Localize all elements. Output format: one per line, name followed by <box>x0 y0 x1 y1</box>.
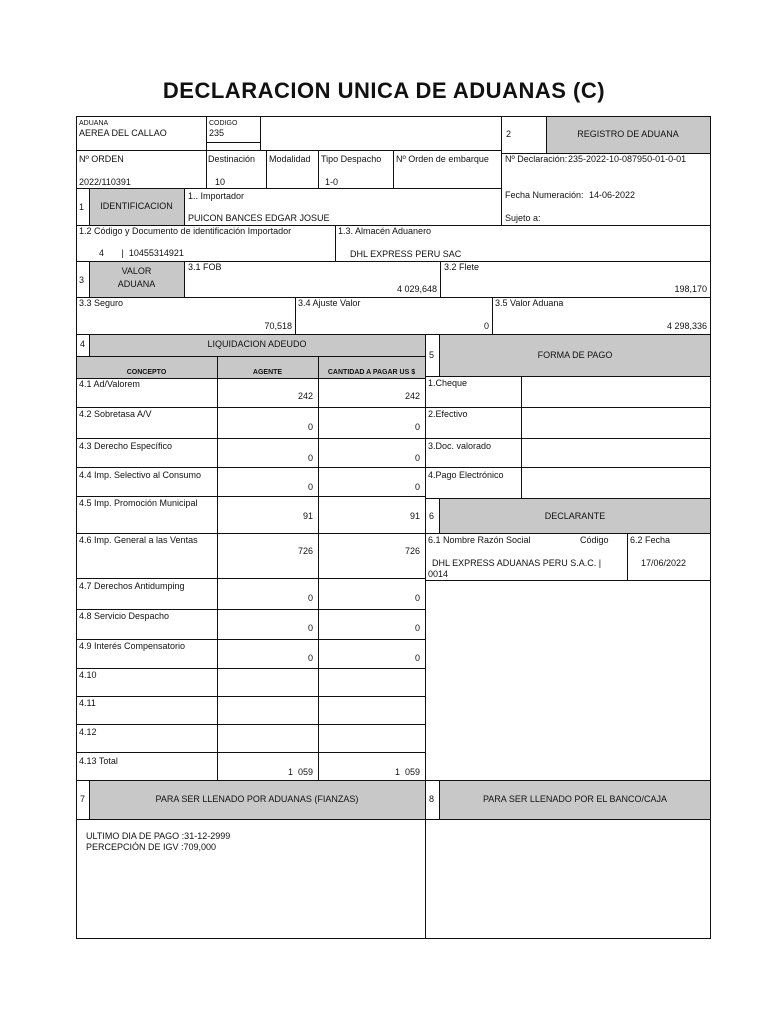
liq-line-752 <box>76 752 425 753</box>
fp-line-438 <box>425 438 710 439</box>
declarante-fecha-value: 17/06/2022 <box>641 558 687 568</box>
line-819 <box>76 819 711 820</box>
row-5-agente: 91 <box>302 511 313 521</box>
row-4-agente: 0 <box>307 482 313 492</box>
tipo-despacho-label: Tipo Despacho <box>321 154 382 164</box>
fob-label: 3.1 FOB <box>188 262 222 272</box>
codigo-value: 235 <box>209 128 225 138</box>
valor-aduana-value: 4 298,336 <box>666 321 707 331</box>
fecha-numeracion-label: Fecha Numeración: <box>505 190 584 200</box>
liquidacion-number: 4 <box>80 339 86 349</box>
liq-line-496 <box>76 496 425 497</box>
row-8-cantidad: 0 <box>414 623 420 633</box>
forma-pago-cheque: 1.Cheque <box>428 378 468 388</box>
frame-right <box>710 116 711 939</box>
row-8-agente: 0 <box>307 623 313 633</box>
almacen-divider <box>335 225 336 262</box>
almacen-label: 1.3. Almacén Aduanero <box>338 226 432 236</box>
destinacion-value: 10 <box>215 177 226 187</box>
declaracion-value: 235-2022-10-087950-01-0-01 <box>568 154 687 164</box>
row-9-cantidad: 0 <box>414 653 420 663</box>
aduanas-box-number: 7 <box>80 794 86 804</box>
seguro-label: 3.3 Seguro <box>79 298 124 308</box>
line-376 <box>425 376 710 377</box>
row-3-agente: 0 <box>307 453 313 463</box>
liq-line-438 <box>76 438 425 439</box>
row-1-agente: 242 <box>297 391 313 401</box>
box2-number: 2 <box>506 129 512 139</box>
banco-box-label: PARA SER LLENADO POR EL BANCO/CAJA <box>482 794 668 804</box>
registro-label: REGISTRO DE ADUANA <box>577 129 679 139</box>
valor-aduana-label: 3.5 Valor Aduana <box>495 298 564 308</box>
orden-div-2 <box>266 150 267 188</box>
valor-number: 3 <box>79 275 85 285</box>
line-297 <box>76 297 711 298</box>
frame-bottom <box>76 938 711 939</box>
liq-line-533 <box>76 533 425 534</box>
frame-left <box>76 116 77 939</box>
row-1-concepto: 4.1 Ad/Valorem <box>79 379 140 389</box>
codigo-box-left <box>206 116 207 150</box>
orden-div-3 <box>318 150 319 188</box>
decl-fecha-divider <box>627 533 628 580</box>
row-6-cantidad: 726 <box>404 546 420 556</box>
liq-line-467 <box>76 467 425 468</box>
row-7-concepto: 4.7 Derechos Antidumping <box>79 581 185 591</box>
col-concepto-header: CONCEPTO <box>126 369 167 376</box>
percepcion-igv: PERCEPCIÓN DE IGV :709,000 <box>86 842 217 852</box>
almacen-value: DHL EXPRESS PERU SAC <box>350 249 462 259</box>
flete-value: 198,170 <box>674 284 707 294</box>
importador-label: 1.. Importador <box>188 191 245 201</box>
liq-line-407 <box>76 407 425 408</box>
liq-line-609 <box>76 609 425 610</box>
liq-col-2-divider <box>318 356 319 780</box>
codigo-doc-label: 1.2 Código y Documento de identificación Importador <box>79 226 292 236</box>
declarante-fecha-label: 6.2 Fecha <box>630 535 671 545</box>
ajuste-label: 3.4 Ajuste Valor <box>298 298 361 308</box>
ultimo-dia-pago: ULTIMO DIA DE PAGO :31-12-2999 <box>86 831 231 841</box>
row-6-concepto: 4.6 Imp. General a las Ventas <box>79 535 198 545</box>
liquidacion-label: LIQUIDACION ADEUDO <box>207 339 307 349</box>
row-9-concepto: 4.9 Interés Compensatorio <box>79 641 186 651</box>
orden-value: 2022/110391 <box>79 177 131 187</box>
fecha-numeracion-value: 14-06-2022 <box>589 190 636 200</box>
ajuste-value: 0 <box>483 321 489 331</box>
line-188 <box>76 188 501 189</box>
col-agente-header: AGENTE <box>252 369 283 376</box>
decl-line-533 <box>425 533 710 534</box>
row-13-concepto: 4.13 Total <box>79 756 118 766</box>
liq-line-724 <box>76 724 425 725</box>
declarante-codigo-label: Código <box>580 535 609 545</box>
row-5-concepto: 4.5 Imp. Promoción Municipal <box>79 498 198 508</box>
liq-col-1-divider <box>217 356 218 780</box>
forma-pago-doc-valorado: 3.Doc. valorado <box>428 441 492 451</box>
razon-social-label: 6.1 Nombre Razón Social <box>428 535 531 545</box>
forma-pago-number: 5 <box>429 350 435 360</box>
codigo-doc-value: 4 | 10455314921 <box>99 248 184 258</box>
modalidad-label: Modalidad <box>269 154 311 164</box>
line-356 <box>76 356 425 357</box>
orden-div-4 <box>393 150 394 188</box>
middle-divider <box>425 334 426 939</box>
orden-label: Nº ORDEN <box>79 154 124 164</box>
right-col-divider <box>501 116 502 226</box>
row-12-concepto: 4.12 <box>79 727 97 737</box>
row-3-cantidad: 0 <box>414 453 420 463</box>
liq-line-696 <box>76 696 425 697</box>
row-13-agente: 1 059 <box>287 767 313 777</box>
forma-pago-label: FORMA DE PAGO <box>537 350 613 360</box>
row-1-cantidad: 242 <box>404 391 420 401</box>
row-4-cantidad: 0 <box>414 482 420 492</box>
declarante-number: 6 <box>429 511 435 521</box>
col-cantidad-header: CANTIDAD A PAGAR US $ <box>327 369 416 376</box>
fp-line-498 <box>425 498 710 499</box>
destinacion-label: Destinación <box>208 154 256 164</box>
fp-line-407 <box>425 407 710 408</box>
flete-divider <box>440 261 441 297</box>
row-6-agente: 726 <box>297 546 313 556</box>
declaracion-label: Nº Declaración: <box>505 154 568 164</box>
razon-social-code: 0014 <box>428 569 449 579</box>
row-13-cantidad: 1 059 <box>394 767 420 777</box>
row-2-agente: 0 <box>307 422 313 432</box>
row-11-concepto: 4.11 <box>79 698 96 708</box>
valor-label-line2: ADUANA <box>117 279 156 289</box>
line-780 <box>76 780 711 781</box>
valor-aduana-divider <box>492 297 493 334</box>
forma-pago-electronico: 4.Pago Electrónico <box>428 470 504 480</box>
decl-line-580 <box>425 580 710 581</box>
razon-social-value: DHL EXPRESS ADUANAS PERU S.A.C. | <box>432 558 602 568</box>
row-8-concepto: 4.8 Servicio Despacho <box>79 611 170 621</box>
fp-col-divider <box>521 376 522 498</box>
row-4-concepto: 4.4 Imp. Selectivo al Consumo <box>79 470 202 480</box>
fob-value: 4 029,648 <box>396 284 437 294</box>
line-261 <box>76 261 711 262</box>
tipo-despacho-value: 1-0 <box>325 177 339 187</box>
banco-box-number: 8 <box>429 794 435 804</box>
frame-top <box>76 116 711 117</box>
liq-line-578 <box>76 578 425 579</box>
valor-label-line1: VALOR <box>121 266 152 276</box>
identificacion-label: IDENTIFICACION <box>100 201 173 211</box>
codigo-box-right <box>260 116 261 150</box>
line-334 <box>76 334 711 335</box>
row-2-cantidad: 0 <box>414 422 420 432</box>
importador-value: PUICON BANCES EDGAR JOSUE <box>188 213 330 223</box>
codigo-box-bottom <box>206 142 260 143</box>
orden-embarque-label: Nº Orden de embarque <box>396 154 489 164</box>
orden-div-1 <box>206 150 207 188</box>
id-label-divider <box>184 188 185 225</box>
valor-label-divider <box>184 261 185 297</box>
row-7-cantidad: 0 <box>414 593 420 603</box>
liq-line-668 <box>76 668 425 669</box>
identificacion-number: 1 <box>79 202 85 212</box>
row-5-cantidad: 91 <box>409 511 420 521</box>
aduana-label: ADUANA <box>79 120 109 127</box>
aduana-value: AEREA DEL CALLAO <box>79 128 167 138</box>
fp-line-467 <box>425 467 710 468</box>
codigo-label: CODIGO <box>209 120 238 127</box>
forma-pago-efectivo: 2.Efectivo <box>428 409 468 419</box>
row-7-agente: 0 <box>307 593 313 603</box>
row-2-concepto: 4.2 Sobretasa A/V <box>79 409 152 419</box>
liq-line-639 <box>76 639 425 640</box>
row-9-agente: 0 <box>307 653 313 663</box>
row-3-concepto: 4.3 Derecho Específico <box>79 441 173 451</box>
line-150 <box>76 150 501 151</box>
seguro-value: 70,518 <box>264 321 292 331</box>
document-title: DECLARACION UNICA DE ADUANAS (C) <box>162 78 606 103</box>
declarante-label: DECLARANTE <box>544 511 606 521</box>
sujeto-label: Sujeto a: <box>505 213 541 223</box>
aduanas-box-label: PARA SER LLENADO POR ADUANAS (FIANZAS) <box>155 794 359 804</box>
ajuste-divider <box>295 297 296 334</box>
flete-label: 3.2 Flete <box>444 262 480 272</box>
row-10-concepto: 4.10 <box>79 670 97 680</box>
